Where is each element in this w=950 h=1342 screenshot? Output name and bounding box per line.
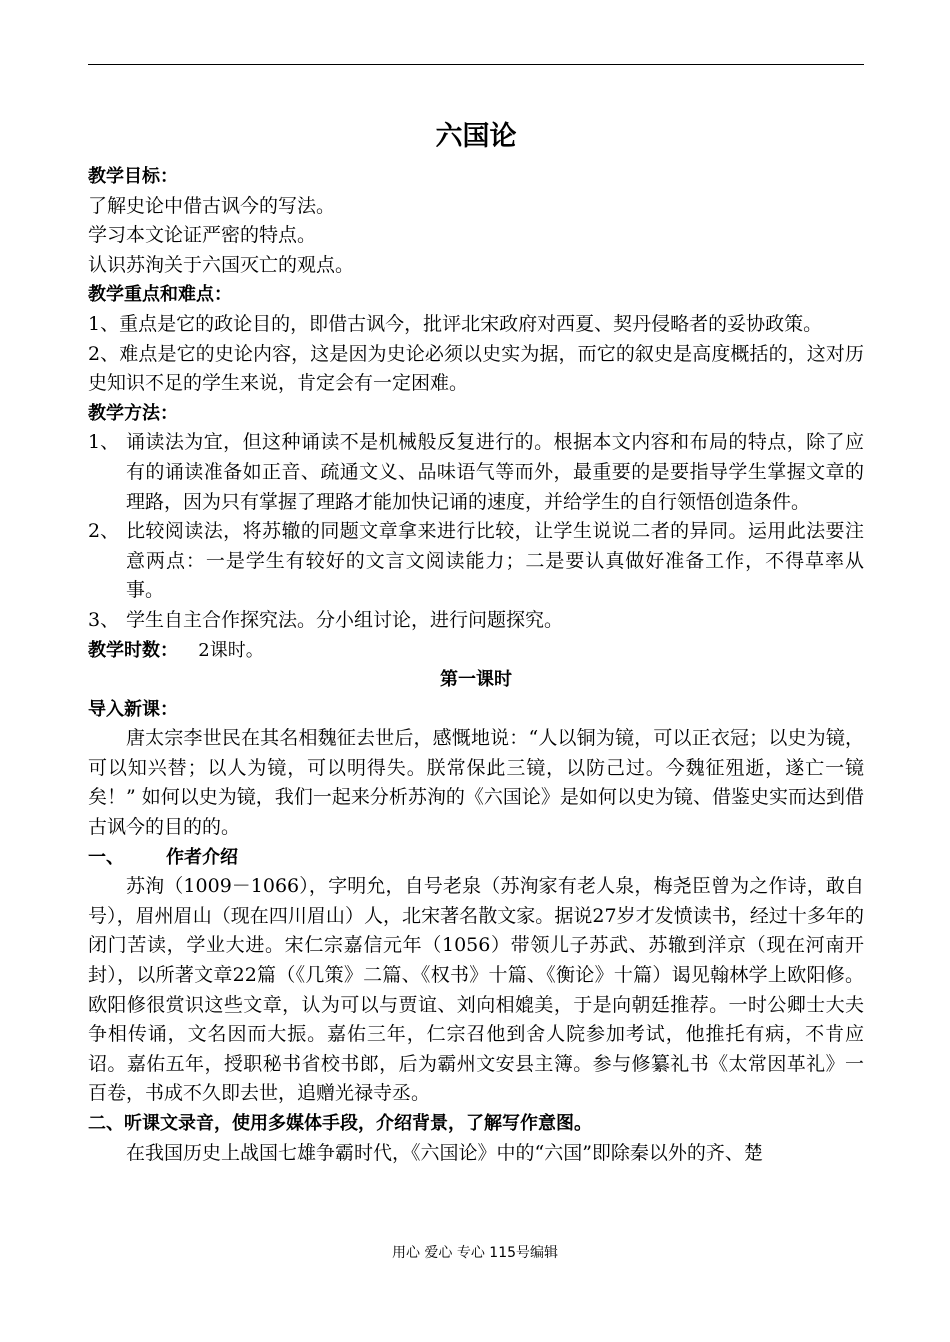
lesson-title: 第一课时 — [440, 669, 512, 691]
method-item — [88, 517, 864, 606]
method-number: 1、 — [88, 431, 120, 454]
method-text: 诵读法为宜，但这种诵读不是机械般反复进行的。根据本文内容和布局的特点，除了应有的诵读准备如正音、疏通文义、品味语气等而外，最重要的是要指导学生掌握文章的理路，因为只有掌握了理路才能加快记诵的速度，并给学生的自行领悟创造条件。 — [126, 431, 864, 513]
intro-text: 唐太宗李世民在其名相魏征去世后，感慨地说：“人以铜为镜，可以正衣冠；以史为镜，可以知兴替；以人为镜，可以明得失。朕常保此三镜，以防己过。今魏征殂逝，遂亡一镜矣！” 如何以史为镜，我们一起来分析苏洵的《六国论》是如何以史为镜、借鉴史实而达到借古讽今的目的的。 — [88, 727, 864, 839]
intro-heading: 导入新课： — [88, 698, 178, 720]
method-number: 3、 — [88, 608, 120, 631]
section2-heading: 二、听课文录音，使用多媒体手段，介绍背景，了解写作意图。 — [88, 1113, 592, 1134]
section1-heading — [88, 843, 864, 873]
method-number: 2、 — [88, 520, 120, 543]
method-item — [88, 428, 864, 517]
goals-heading: 教学目标： — [88, 166, 178, 187]
method-text: 学生自主合作探究法。分小组讨论，进行问题探究。 — [126, 608, 564, 631]
method-item — [88, 606, 864, 636]
hours-value: 2课时。 — [198, 639, 264, 661]
header-rule — [88, 64, 864, 65]
hours-line — [88, 636, 864, 666]
section1-text: 苏洵（1009－1066），字明允，自号老泉（苏洵家有老人泉，梅尧臣曾为之作诗，敢自号），眉州眉山（现在四川眉山）人，北宋著名散文家。据说27岁才发愤读书，经过十多年的闭门苦读，学业大进。宋仁宗嘉信元年（1056）带领儿子苏武、苏辙到洋京（现在河南开封），以所著文章22篇（《几策》二篇、《权书》十篇、《衡论》十篇）谒见翰林学上欧阳修。欧阳修很赏识这些文章，认为可以与贾谊、刘向相媲美，于是向朝廷推荐。一时公卿士大夫争相传诵，文名因而大振。嘉佑三年，仁宗召他到舍人院参加考试，他推托有病，不肯应诏。嘉佑五年，授职秘书省校书郎，后为霸州文安县主簿。参与修纂礼书《太常因革礼》一百卷，书成不久即去世，追赠光禄寺丞。 — [88, 875, 864, 1105]
goal-item: 学习本文论证严密的特点。 — [88, 224, 317, 247]
goal-item: 认识苏洵关于六国灭亡的观点。 — [88, 253, 355, 276]
goal-item: 了解史论中借古讽今的写法。 — [88, 194, 336, 217]
document-title: 六国论 — [435, 121, 517, 152]
key-points-heading: 教学重点和难点： — [88, 284, 232, 306]
key-point-item: 2、难点是它的史论内容，这是因为史论必须以史实为据，而它的叙史是高度概括的，这对历史知识不足的学生来说，肯定会有一定困难。 — [88, 342, 864, 395]
hours-label: 教学时数： — [88, 639, 178, 661]
section1-title: 作者介绍 — [166, 846, 238, 868]
section1-number: 一、 — [88, 846, 124, 868]
section2-text: 在我国历史上战国七雄争霸时代，《六国论》中的“六国”即除秦以外的齐、楚 — [126, 1141, 763, 1164]
document-body — [88, 112, 864, 1168]
methods-heading: 教学方法： — [88, 402, 178, 424]
page-footer: 用心 爱心 专心 115号编辑 — [391, 1245, 559, 1261]
key-point-item: 1、重点是它的政论目的，即借古讽今，批评北宋政府对西夏、契丹侵略者的妥协政策。 — [88, 312, 823, 335]
method-text: 比较阅读法，将苏辙的同题文章拿来进行比较，让学生说说二者的异同。运用此法要注意两点：一是学生有较好的文言文阅读能力；二是要认真做好准备工作，不得草率从事。 — [126, 520, 864, 602]
